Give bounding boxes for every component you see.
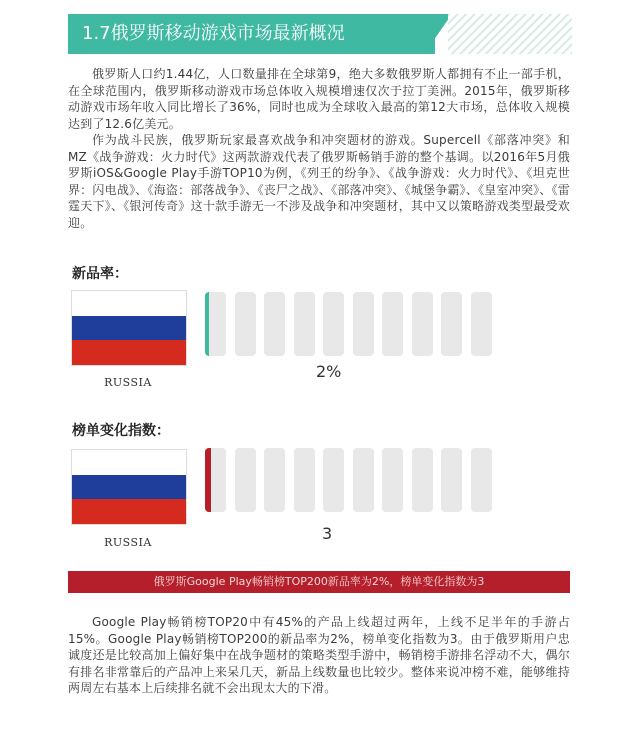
gauge-segment — [441, 448, 462, 512]
gauge-segment — [235, 448, 256, 512]
gauge-segment — [353, 448, 374, 512]
section-title-stripes — [448, 14, 572, 54]
gauge-segment — [205, 448, 226, 512]
gauge-segment — [264, 448, 285, 512]
gauge-segment — [205, 292, 226, 356]
chart-change-index-label: 榜单变化指数： — [72, 423, 170, 439]
gauge-segment — [382, 292, 403, 356]
russia-flag-icon — [71, 290, 187, 366]
gauge-segment — [323, 448, 344, 512]
gauge-segment — [294, 448, 315, 512]
gauge-segment — [323, 292, 344, 356]
section-title: 1.7俄罗斯移动游戏市场最新概况 — [82, 23, 345, 44]
new-product-rate-value: 2% — [316, 362, 342, 381]
summary-text — [68, 614, 570, 697]
new-product-rate-gauge — [205, 292, 501, 356]
gauge-segment — [471, 292, 492, 356]
gauge-segment — [294, 292, 315, 356]
new-product-rate-label: 新品率： — [72, 266, 128, 282]
summary-paragraph: Google Play畅销榜TOP20中有45%的产品上线超过两年，上线不足半年的手游占15%。Google Play畅销榜TOP200的新品率为2%，榜单变化指数为3。由于俄罗斯用户忠诚度还是比较高加上偏好集中在战争题材的策略类型手游中，畅销榜手游排名浮动不大，偶尔有排名非常靠后的产品冲上来呆几天，新品上线数量也比较少。整体来说冲榜不难，能够维持两周左右基本上后续排名就不会出现太大的下滑。 — [68, 615, 570, 695]
summary-banner: 俄罗斯Google Play畅销榜TOP200新品率为2%，榜单变化指数为3 — [68, 571, 570, 593]
gauge-segment — [471, 448, 492, 512]
gauge-segment — [412, 448, 433, 512]
gauge-segment — [353, 292, 374, 356]
chart-change-index-gauge — [205, 448, 501, 512]
gauge-fill — [205, 448, 211, 512]
gauge-segment — [441, 292, 462, 356]
intro-paragraph-1: 俄罗斯人口约1.44亿，人口数量排在全球第9，绝大多数俄罗斯人都拥有不止一部手机，在全球范围内，俄罗斯移动游戏市场总体收入规模增速仅次于拉丁美洲。2015年，俄罗斯移动游戏市场年收入同比增长了36%，同时也成为全球收入最高的第12大市场，总体收入规模达到了12.6亿美元。 — [68, 67, 570, 131]
gauge-segment — [235, 292, 256, 356]
russia-flag-icon — [71, 449, 187, 525]
gauge-fill — [205, 292, 209, 356]
intro-paragraph-2: 作为战斗民族，俄罗斯玩家最喜欢战争和冲突题材的游戏。Supercell《部落冲突》和MZ《战争游戏：火力时代》这两款游戏代表了俄罗斯畅销手游的整个基调。以2016年5月俄罗斯iOS&Google Play手游TOP10为例，《列王的纷争》、《战争游戏：火力时代》、《坦克世界：闪电战》、《海盗：部落战争》、《丧尸之战》、《部落冲突》、《城堡争霸》、《皇室冲突》、《雷霆天下》、《银河传奇》这十款手游无一不涉及战争和冲突题材，其中又以策略游戏类型最受欢迎。 — [68, 133, 570, 230]
country-label: RUSSIA — [104, 536, 152, 549]
country-label: RUSSIA — [104, 376, 152, 389]
gauge-segment — [412, 292, 433, 356]
intro-text — [68, 66, 570, 231]
gauge-segment — [264, 292, 285, 356]
chart-change-index-value: 3 — [322, 524, 333, 543]
gauge-segment — [382, 448, 403, 512]
